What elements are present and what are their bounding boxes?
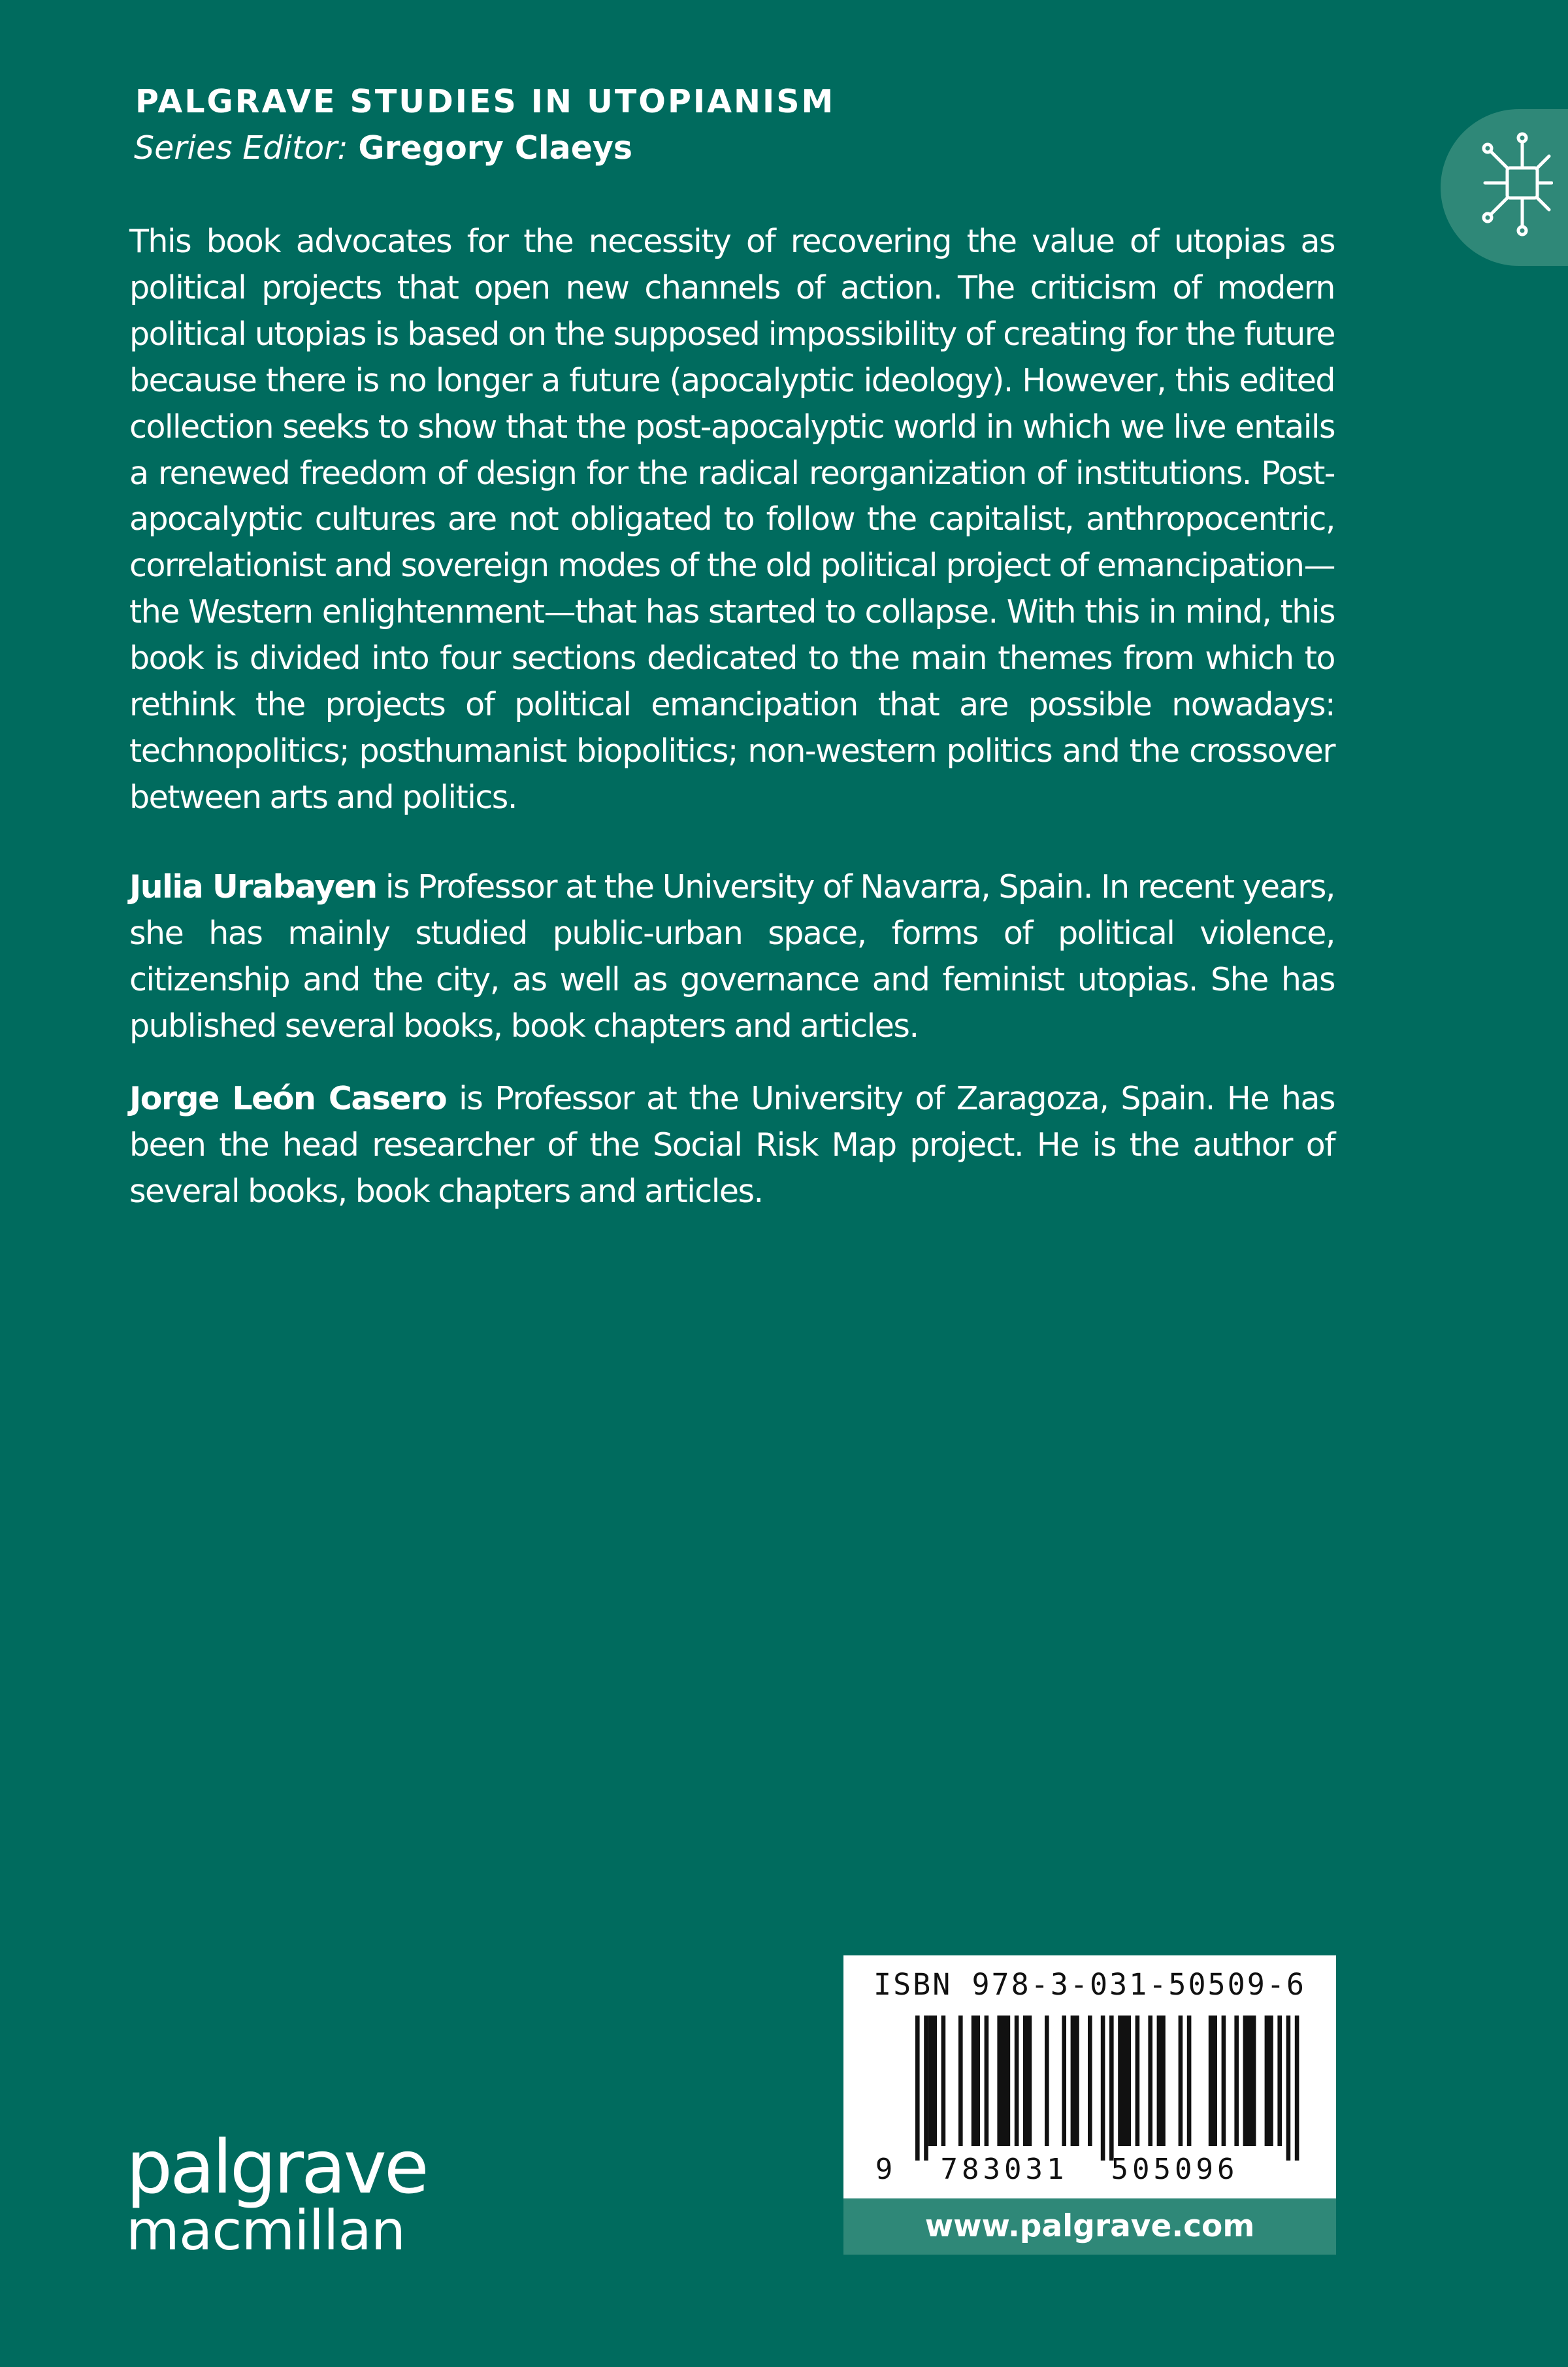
barcode-guard-bar xyxy=(924,2016,928,2161)
isbn-label: ISBN 978-3-031-50509-6 xyxy=(873,1967,1307,2002)
barcode-bar xyxy=(985,2016,989,2146)
series-editor-label: Series Editor: xyxy=(134,129,348,167)
publisher-logo xyxy=(126,2125,427,2262)
barcode-guard-bar xyxy=(1101,2016,1105,2161)
series-editor xyxy=(134,129,632,168)
author-bio-text: is Professor at the University of Navarra, Spain. In recent years, she has mainly studied public-urban space, forms of political violence, citizenship and the city, as well as governance and feminist utopias. She has published several books, book chapters and articles. xyxy=(129,868,1335,1045)
series-title: PALGRAVE STUDIES IN UTOPIANISM xyxy=(135,83,836,120)
barcode-bar xyxy=(928,2016,937,2146)
barcode-guard-bar xyxy=(1286,2016,1291,2161)
barcode-bar xyxy=(1045,2016,1049,2146)
barcode-bar xyxy=(1265,2016,1273,2146)
publisher-url: www.palgrave.com xyxy=(924,2208,1255,2244)
barcode-bars xyxy=(915,2016,1299,2161)
barcode-bar xyxy=(1157,2016,1166,2146)
barcode-bar xyxy=(1209,2016,1217,2146)
barcode-guard-bar xyxy=(1295,2016,1299,2161)
barcode-bar xyxy=(1148,2016,1152,2146)
publisher-logo-line1: palgrave xyxy=(126,2125,427,2210)
author-name: Julia Urabayen xyxy=(129,868,377,906)
author-bio-2 xyxy=(129,1076,1335,1215)
barcode-bar xyxy=(1118,2016,1131,2146)
author-bio-text: is Professor at the University of Zaragoza, Spain. He has been the head researcher of the Social Risk Map project. He is the author of several books, book chapters and articles. xyxy=(129,1080,1335,1210)
barcode-bar xyxy=(1071,2016,1079,2146)
barcode-bar xyxy=(1088,2016,1092,2146)
barcode-bar xyxy=(1135,2016,1140,2146)
barcode-bar xyxy=(997,2016,1010,2146)
publisher-url-strip xyxy=(843,2198,1336,2255)
barcode-bar xyxy=(1015,2016,1019,2146)
network-node-icon xyxy=(1481,122,1553,253)
barcode-lead-digit: 9 xyxy=(875,2153,893,2186)
isbn-barcode xyxy=(843,1955,1336,2198)
barcode-bar xyxy=(1222,2016,1226,2146)
author-name: Jorge León Casero xyxy=(129,1080,447,1117)
barcode-bar xyxy=(972,2016,980,2146)
publisher-logo-line2: macmillan xyxy=(126,2198,406,2262)
barcode-bar xyxy=(1187,2016,1192,2146)
barcode-bar xyxy=(941,2016,946,2146)
barcode-bar xyxy=(1277,2016,1282,2146)
barcode-bar xyxy=(1062,2016,1066,2146)
barcode-bar xyxy=(1023,2016,1032,2146)
series-editor-name: Gregory Claeys xyxy=(358,129,633,167)
author-bio-1 xyxy=(129,864,1335,1050)
barcode-bar xyxy=(1179,2016,1183,2146)
barcode-graphic xyxy=(843,1955,1336,2198)
barcode-right-digits: 505096 xyxy=(1111,2153,1239,2186)
series-badge xyxy=(1441,109,1568,266)
barcode-left-digits: 783031 xyxy=(940,2153,1068,2186)
barcode-guard-bar xyxy=(915,2016,920,2161)
barcode-bar xyxy=(1243,2016,1256,2146)
barcode-bar xyxy=(958,2016,963,2146)
book-abstract: This book advocates for the necessity of recovering the value of utopias as political projects that open new channels of action. The criticism of modern political utopias is based on the supposed impossibility of creating for the future because there is no longer a future (apocalyptic ideology). However, this edited collection seeks to show that the post-apocalyptic world in which we live entails a renewed freedom of design for the radical reorganization of institutions. Post-apocalyptic cultures are not obligated to follow the capitalist, anthropocentric, correlationist and sovereign modes of the old political project of emancipation—the Western enlightenment—that has started to collapse. With this in mind, this book is divided into four sections dedicated to the main themes from which to rethink the projects of political emancipation that are possible nowadays: technopolitics; posthumanist biopolitics; non-western politics and the crossover between arts and politics. xyxy=(129,223,1335,816)
barcode-guard-bar xyxy=(1109,2016,1114,2161)
barcode-bar xyxy=(1234,2016,1239,2146)
